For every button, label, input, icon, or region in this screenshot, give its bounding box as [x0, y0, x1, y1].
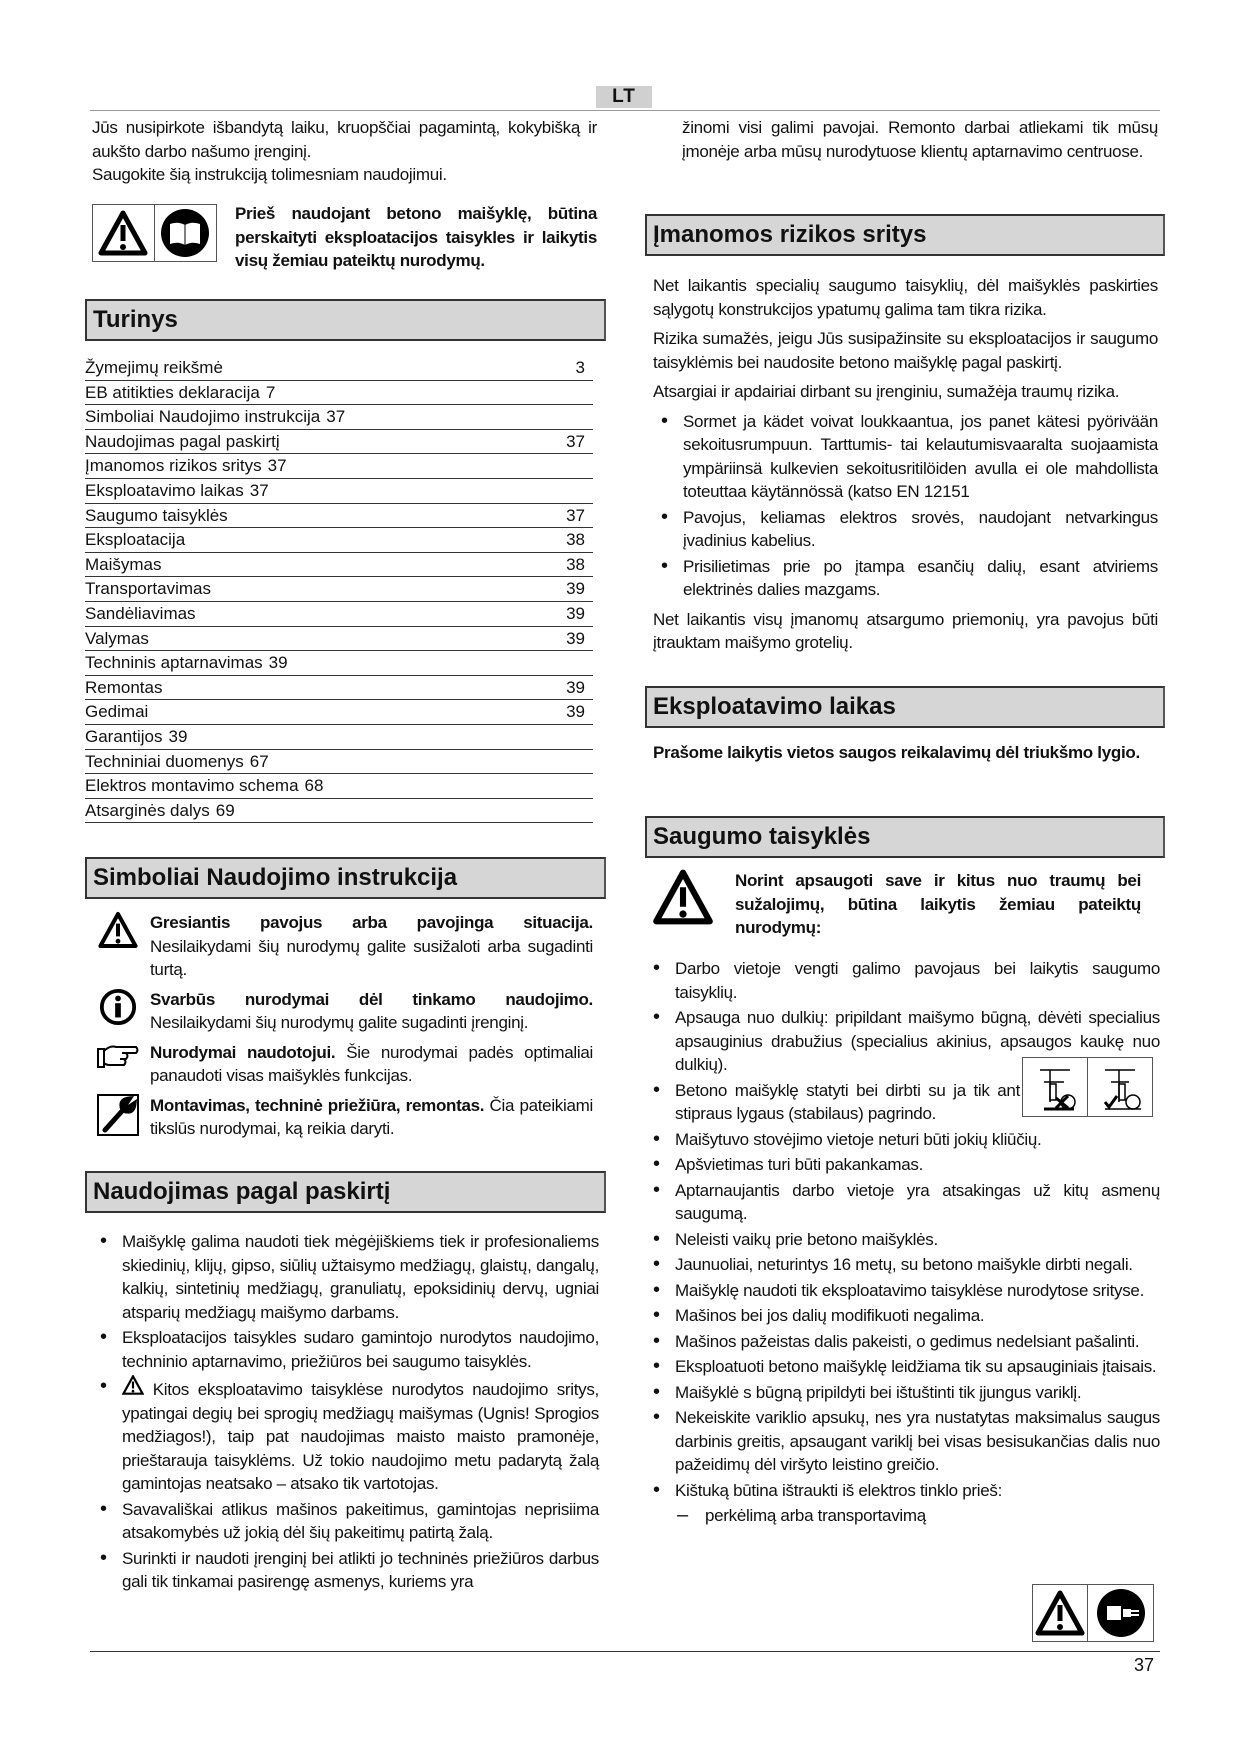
section-header-safety: Saugumo taisyklės: [645, 816, 1165, 858]
toc-entry-label: [85, 799, 235, 823]
list-item: [92, 1498, 599, 1545]
toc-entry-label: [85, 528, 185, 552]
pointing-hand-icon: [96, 1041, 140, 1088]
toc-entry-title: Sandėliavimas: [85, 603, 196, 623]
toc-entry-title: Techniniai duomenys: [85, 751, 244, 771]
toc-entry-title: Remontas: [85, 677, 163, 697]
toc-entry[interactable]: [85, 602, 593, 627]
list-item: [645, 1153, 1160, 1177]
list-item: [645, 1381, 1160, 1405]
right-intro: žinomi visi galimi pavojai. Remonto darbai atliekami tik mūsų įmonėje arba mūsų nurodytuose klientų aptarnavimo centruose.: [682, 118, 1158, 161]
list-item-text: Savavališkai atlikus mašinos pakeitimus, gamintojas neprisiima atsakomybės už jokią dėl šių pakeitimų patirtą žalą.: [122, 1499, 599, 1542]
page-number: 37: [1134, 1655, 1155, 1675]
list-item: [92, 1547, 599, 1594]
toc-entry-label: [85, 504, 228, 528]
toc-entry[interactable]: [85, 381, 593, 406]
risks-p1: Net laikantis specialių saugumo taisyklių, dėl maišyklės paskirties sąlygotų konstrukcijos ypatumų galima tam tikra rizika.: [653, 276, 1158, 319]
symbol-text: Šie nurodymai padės optimaliai panaudoti visas maišyklės funkcijas.: [150, 1042, 593, 1085]
intro: [92, 116, 597, 187]
list-item: [92, 1230, 599, 1324]
list-item: [645, 1479, 1160, 1503]
list-item-text: Darbo vietoje vengti galimo pavojaus bei laikytis saugumo taisyklių.: [675, 959, 1160, 1002]
symbol-text: Čia pateikiami tikslūs nurodymai, ką reikia daryti.: [150, 1095, 593, 1138]
list-subitem: [675, 1504, 1160, 1528]
toc-entry-page: 67: [249, 751, 269, 771]
list-item-text: Maišyklė s būgną pripildyti bei ištuštinti tik įjungus variklį.: [675, 1382, 1082, 1402]
warning-triangle-icon: [652, 869, 714, 932]
bottom-divider: [90, 1651, 1160, 1652]
list-item-text: Mašinos pažeistas dalis pakeisti, o gedimus nedelsiant pašalinti.: [675, 1331, 1140, 1351]
top-divider: [90, 110, 1160, 111]
section-header-usage: Naudojimas pagal paskirtį: [85, 1171, 606, 1213]
stable-ground-pictogram: [1022, 1057, 1153, 1117]
warning-triangle-icon: [122, 1380, 153, 1399]
section-header-toc: Turinys: [85, 299, 606, 341]
toc-entry[interactable]: [85, 528, 593, 553]
toc-entry-page: 39: [168, 726, 188, 746]
toc-entry-title: Techninis aptarnavimas: [85, 653, 263, 673]
table-of-contents: [85, 356, 593, 823]
toc-entry-page: 39: [268, 653, 288, 673]
toc-entry-label: [85, 381, 275, 405]
toc-entry-page: 38: [566, 554, 585, 574]
list-item-text: Surinkti ir naudoti įrenginį bei atlikti jo techninės priežiūros darbus gali tik tinkamai pasirengę asmenys, kuriems yra: [122, 1548, 599, 1591]
list-item-text: Betono maišyklę statyti bei dirbti su ja tik ant stipraus lygaus (stabilaus) pagrindo.: [675, 1080, 1020, 1123]
toc-entry[interactable]: [85, 479, 593, 504]
toc-entry-page: 37: [326, 407, 346, 427]
list-item: [92, 1326, 599, 1373]
toc-entry-label: [85, 725, 187, 749]
toc-entry-page: 37: [249, 480, 269, 500]
toc-entry-page: 37: [566, 505, 585, 525]
toc-entry-label: [85, 651, 288, 675]
list-item: [645, 1279, 1160, 1303]
safety-list: [645, 957, 1160, 1530]
list-item-text: Kitos eksploatavimo taisyklėse nurodytos naudojimo sritys, ypatingai degių bei sprogių medžiagų maišymas (Ugnis! Sprogios medžiagos!), taip pat naudojimas maisto maisto pramonėje, prieštarauja taisyklėms. Už tokio naudojimo metu padarytą žalą gamintojas neatsako – atsako tik vartotojas.: [122, 1380, 599, 1493]
list-item-text: Mašinos bei jos dalių modifikuoti negalima.: [675, 1306, 985, 1325]
symbol-description: [150, 1094, 593, 1141]
toc-entry-title: Naudojimas pagal paskirtį: [85, 431, 280, 451]
read-manual-warning: Prieš naudojant betono maišyklę, būtina perskaityti eksploatacijos taisykles ir laikytis visų žemiau pateiktų nurodymų.: [235, 204, 597, 270]
risks-p4: Net laikantis visų įmanomų atsargumo priemonių, yra pavojus būti įtrauktam maišymo grotelių.: [653, 609, 1158, 652]
toc-entry-title: Eksploatacija: [85, 530, 186, 550]
list-item-text: Apšvietimas turi būti pakankamas.: [675, 1155, 924, 1174]
toc-entry[interactable]: [85, 430, 593, 455]
section-header-risks: Įmanomos rizikos sritys: [645, 214, 1165, 256]
toc-entry-title: Saugumo taisyklės: [85, 505, 228, 525]
list-item-text: Maišyklę naudoti tik eksploatavimo taisyklėse nurodytose srityse.: [675, 1280, 1144, 1300]
toc-entry[interactable]: [85, 504, 593, 529]
toc-entry[interactable]: [85, 774, 593, 799]
toc-entry[interactable]: [85, 553, 593, 578]
toc-entry[interactable]: [85, 700, 593, 725]
toc-entry-page: 39: [566, 603, 585, 623]
wrench-icon: [96, 1094, 140, 1141]
warning-triangle-icon: [96, 911, 140, 982]
toc-entry-title: Valymas: [85, 628, 149, 648]
toc-entry[interactable]: [85, 750, 593, 775]
toc-entry[interactable]: [85, 577, 593, 602]
symbol-item: [96, 1094, 593, 1141]
toc-entry[interactable]: [85, 676, 593, 701]
list-item-text: Neleisti vaikų prie betono maišyklės.: [675, 1229, 938, 1249]
lifetime-text: Prašome laikytis vietos saugos reikalavimų dėl triukšmo lygio.: [653, 743, 1140, 762]
toc-entry[interactable]: [85, 725, 593, 750]
toc-entry-page: 37: [267, 456, 287, 476]
symbols-list: [96, 911, 593, 1147]
toc-entry-title: Gedimai: [85, 702, 149, 722]
toc-entry-label: [85, 627, 149, 651]
warning-triangle-icon: [1033, 1585, 1088, 1641]
toc-entry-page: 3: [575, 358, 585, 377]
read-manual-icon: [155, 205, 217, 261]
toc-entry-page: 39: [566, 702, 585, 722]
unstable-ground-icon: [1023, 1058, 1088, 1116]
stable-ground-icon: [1088, 1058, 1153, 1116]
list-item-text: Eksploatacijos taisykles sudaro gamintojo nurodytos naudojimo, techninio aptarnavimo, priežiūros bei saugumo taisyklės.: [122, 1328, 599, 1371]
toc-entry-label: [85, 750, 269, 774]
toc-entry-label: [85, 700, 148, 724]
list-item-text: Sormet ja kädet voivat loukkaantua, jos panet kätesi pyörivään sekoitusrumpuun. Tarttumis- tai kelautumisvaaralta suojaamista ympäriinsä kulkevien sekoitusritilöiden avulla ei ole mahdollista toteuttaa käytännössä (katso EN 12151: [683, 411, 1158, 501]
symbol-item: [96, 1041, 593, 1088]
toc-entry-page: 39: [566, 579, 585, 599]
toc-entry-title: Transportavimas: [85, 579, 211, 599]
unplug-pictogram: [1032, 1584, 1154, 1642]
intro-text: Jūs nusipirkote išbandytą laiku, kruopščiai pagamintą, kokybišką ir aukšto darbo našumo įrenginį.: [92, 118, 597, 161]
toc-entry-title: Eksploatavimo laikas: [85, 480, 244, 500]
toc-entry-label: [85, 405, 345, 429]
list-item-text: perkėlimą arba transportavimą: [705, 1506, 926, 1525]
toc-entry-label: [85, 774, 323, 798]
list-item: [645, 1406, 1160, 1477]
toc-entry-title: Garantijos: [85, 726, 163, 746]
list-item: [92, 1375, 599, 1496]
toc-entry-page: 38: [566, 530, 585, 550]
risks-p2: Rizika sumažės, jeigu Jūs susipažinsite su eksploatacijos ir saugumo taisyklėmis bei naudosite betono maišyklę pagal paskirtį.: [653, 329, 1158, 372]
symbol-title: Svarbūs nurodymai dėl tinkamo naudojimo.: [150, 989, 593, 1009]
toc-entry-label: [85, 356, 223, 380]
toc-entry[interactable]: [85, 405, 593, 430]
toc-entry[interactable]: [85, 651, 593, 676]
toc-entry-label: [85, 479, 269, 503]
list-item: [653, 555, 1158, 602]
usage-list: [92, 1230, 599, 1596]
list-item-text: Jaunuoliai, neturintys 16 metų, su betono maišykle dirbti negali.: [675, 1255, 1133, 1274]
toc-entry[interactable]: [85, 799, 593, 824]
safety-warning: Norint apsaugoti save ir kitus nuo traumų bei sužalojimų, būtina laikytis žemiau pateiktų nurodymų:: [735, 871, 1141, 937]
list-item: [653, 506, 1158, 553]
language-badge: LT: [596, 86, 652, 108]
list-item: [645, 957, 1160, 1004]
toc-entry-title: Simboliai Naudojimo instrukcija: [85, 407, 321, 427]
toc-entry-page: 7: [265, 382, 276, 402]
warning-icons: [92, 204, 217, 262]
toc-entry-title: Elektros montavimo schema: [85, 776, 299, 796]
toc-entry-title: Atsarginės dalys: [85, 800, 210, 820]
toc-entry-label: [85, 454, 287, 478]
toc-entry-title: EB atitikties deklaracija: [85, 382, 260, 402]
toc-entry-title: Maišymas: [85, 554, 162, 574]
toc-entry[interactable]: [85, 454, 593, 479]
list-item: [645, 1228, 1160, 1252]
toc-entry-page: 37: [566, 431, 585, 451]
toc-entry-label: [85, 553, 162, 577]
risks-section: [653, 274, 1158, 661]
section-header-symbols: Simboliai Naudojimo instrukcija: [85, 857, 606, 899]
list-item-text: Kištuką būtina ištraukti iš elektros tinklo prieš:: [675, 1480, 1003, 1500]
toc-entry-label: [85, 602, 196, 626]
list-item-text: Eksploatuoti betono maišyklę leidžiama tik su apsauginiais įtaisais.: [675, 1357, 1157, 1376]
list-item-text: Maišyklę galima naudoti tiek mėgėjiškiems tiek ir profesionaliems skiedinių, klijų, gipso, siūlių užtaisymo medžiagų, glaistų, dangalų, kalkių, sintetinių medžiagų, granuliatų, epoksidinių dervų, ugniai atsparių medžiagų maišymo darbams.: [122, 1232, 599, 1322]
risks-p3: Atsargiai ir apdairiai dirbant su įrenginiu, sumažėja traumų rizika.: [653, 382, 1120, 401]
list-item: [653, 410, 1158, 504]
list-item: [645, 1253, 1160, 1277]
list-item-text: Nekeiskite variklio apsukų, nes yra nustatytas maksimalus saugus darbinis greitis, apsaugant variklį bei visas besisukančias dalis nuo pažeidimų dėl viršyto leistino greičio.: [675, 1408, 1160, 1474]
toc-entry-label: [85, 676, 162, 700]
unplug-icon: [1088, 1585, 1153, 1641]
intro-save-text: Saugokite šią instrukciją tolimesniam naudojimui.: [92, 165, 447, 184]
risks-list: [653, 410, 1158, 602]
toc-entry-label: [85, 577, 211, 601]
list-item-text: Pavojus, keliamas elektros srovės, naudojant netvarkingus įvadinius kabelius.: [683, 507, 1158, 550]
symbol-title: Gresiantis pavojus arba pavojinga situacija.: [150, 913, 593, 932]
warning-triangle-icon: [93, 205, 155, 261]
symbol-title: Nurodymai naudotojui.: [150, 1042, 336, 1062]
symbol-text: Nesilaikydami šių nurodymų galite sugadinti įrenginį.: [150, 1013, 529, 1032]
toc-entry-title: Žymejimų reikšmė: [85, 358, 223, 377]
list-item-text: Aptarnaujantis darbo vietoje yra atsakingas už kitų asmenų saugumą.: [675, 1180, 1160, 1223]
list-item: [645, 1304, 1160, 1328]
symbol-description: [150, 988, 593, 1035]
symbol-item: [96, 911, 593, 982]
list-item-text: Apsauga nuo dulkių: pripildant maišymo būgną, dėvėti specialius apsauginius drabužius (specialius akinius, apsaugos kaukę nuo dulkių).: [675, 1008, 1160, 1074]
toc-entry-title: Įmanomos rizikos sritys: [85, 456, 262, 476]
list-item-text: Maišytuvo stovėjimo vietoje neturi būti jokių kliūčių.: [675, 1129, 1042, 1149]
toc-entry[interactable]: [85, 627, 593, 652]
toc-entry-page: 69: [215, 800, 235, 820]
symbol-item: [96, 988, 593, 1035]
toc-entry-label: [85, 430, 280, 454]
toc-entry-page: 39: [566, 677, 585, 697]
toc-entry-page: 68: [304, 776, 324, 796]
list-item-text: Prisilietimas prie po įtampa esančių dalių, esant atviriems elektrinės dalies mazgams.: [683, 556, 1158, 599]
symbol-description: [150, 911, 593, 982]
info-circle-icon: [96, 988, 140, 1035]
list-item: [645, 1330, 1160, 1354]
list-item: [645, 1179, 1160, 1226]
toc-entry[interactable]: [85, 356, 593, 381]
section-header-lifetime: Eksploatavimo laikas: [645, 686, 1165, 728]
toc-entry-page: 39: [566, 628, 585, 648]
symbol-title: Montavimas, techninė priežiūra, remontas.: [150, 1095, 485, 1115]
list-item: [645, 1355, 1160, 1379]
list-item: [645, 1128, 1160, 1152]
symbol-description: [150, 1041, 593, 1088]
symbol-text: Nesilaikydami šių nurodymų galite susižaloti arba sugadinti turtą.: [150, 936, 593, 979]
